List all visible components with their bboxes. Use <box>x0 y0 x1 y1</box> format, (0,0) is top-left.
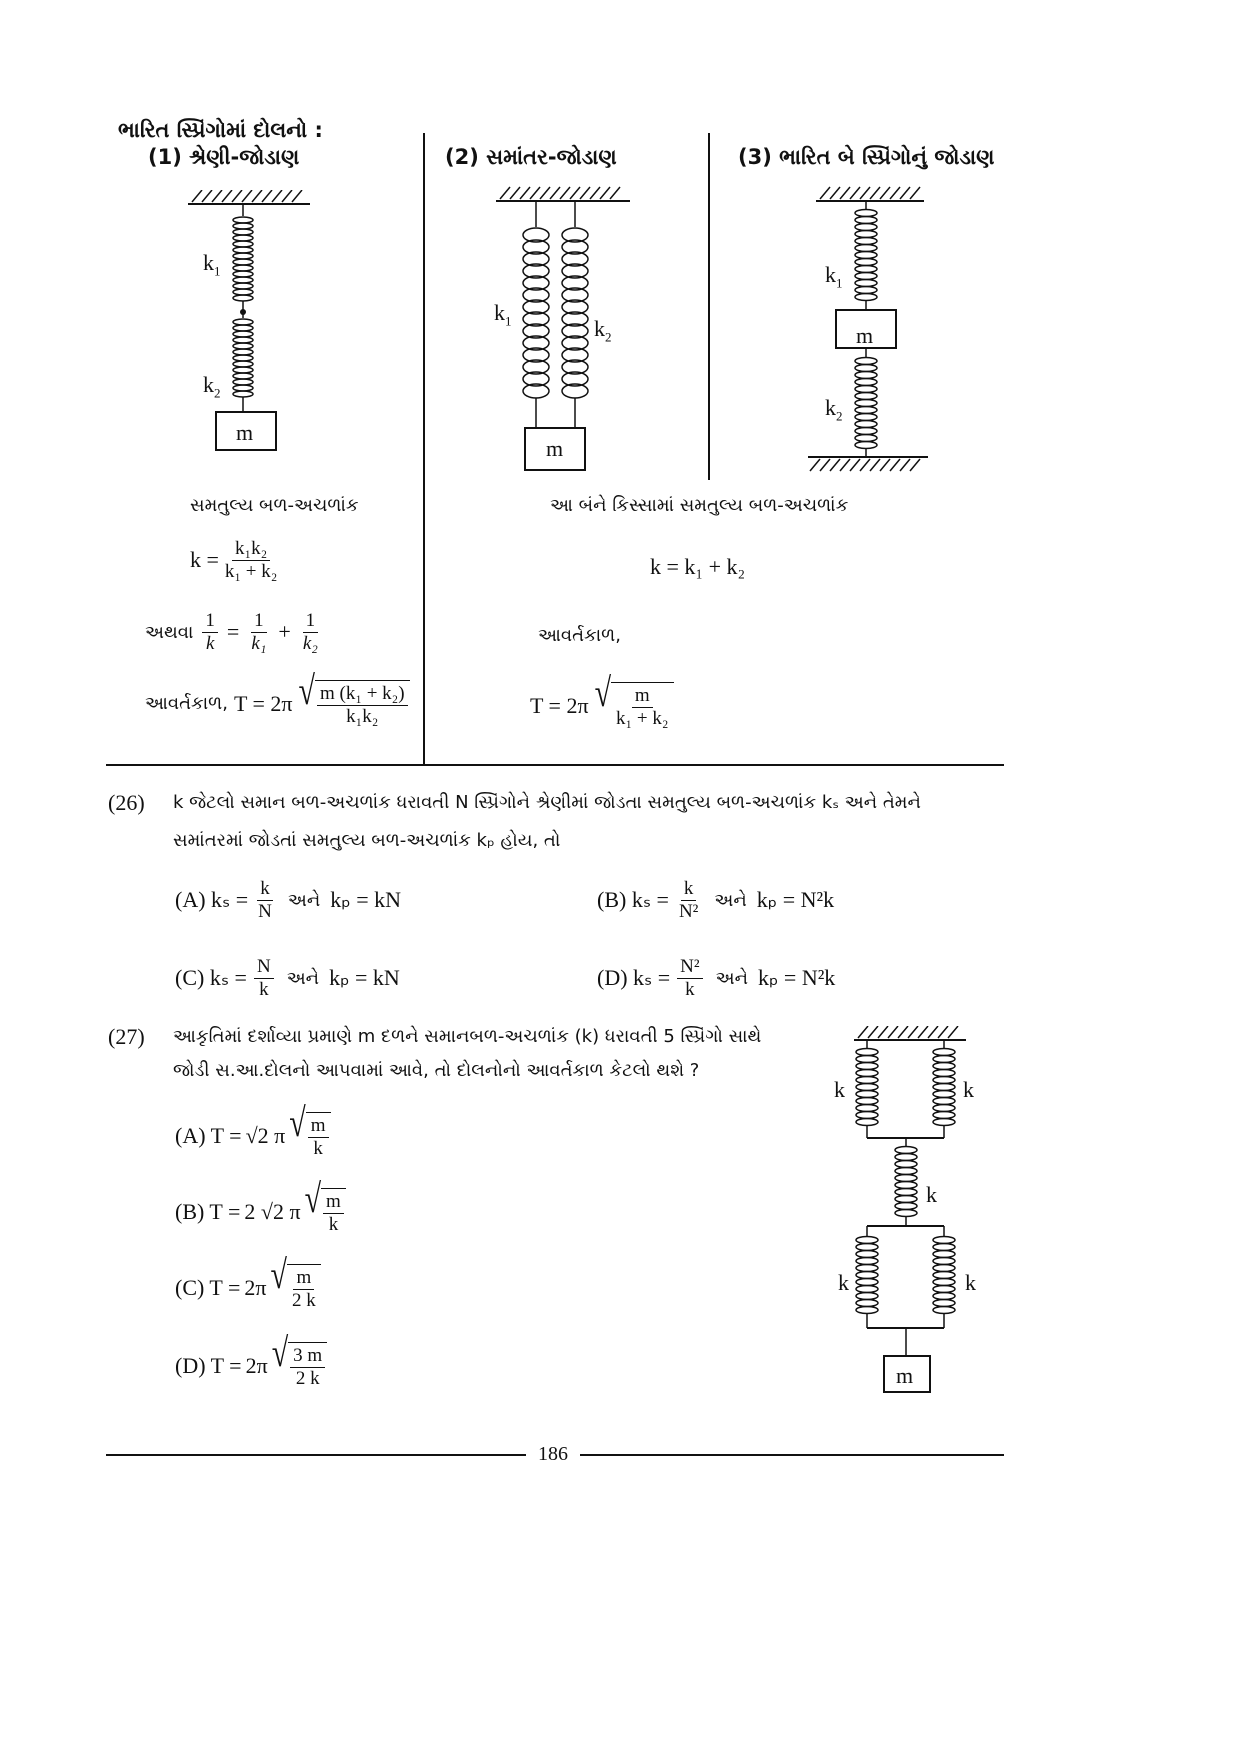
opt-den: N² <box>678 900 699 922</box>
section-heading: ભારિત સ્પ્રિંગોમાં દોલનો : <box>118 118 323 142</box>
period-den: k₁ + k₂ <box>616 707 669 729</box>
sqrt-symbol: √ $\frac{m}{k}$ <box>305 1188 346 1236</box>
athva-text: અથવા <box>145 621 194 643</box>
q27-option-b[interactable] <box>175 1176 346 1236</box>
series-k1-label <box>203 250 221 279</box>
opt-label: (C) T = <box>175 1274 241 1300</box>
parallel-k1-label <box>494 300 512 329</box>
question-27-line2: જોડી સ.આ.દોલનો આપવામાં આવે, તો દોલનોનો આવર્તકાળ કેટલો થશે ? <box>173 1060 700 1081</box>
column-title-parallel: (2) સમાંતર-જોડાણ <box>445 145 617 169</box>
q26-option-a[interactable] <box>175 878 401 923</box>
sqrt-symbol: √ $\frac{m}{\text{k₁ + k₂}}$ <box>595 682 674 730</box>
loaded-k1-label <box>825 262 843 291</box>
opt-label: (D) T = <box>175 1352 242 1378</box>
column-title-series: (1) શ્રેણી-જોડાણ <box>148 145 300 169</box>
and-text: અને <box>714 889 747 911</box>
q26-option-d[interactable] <box>597 956 835 1001</box>
opt-rhs: kₚ = N²k <box>757 965 836 991</box>
recip-r2-num: 1 <box>303 610 319 633</box>
opt-prefix: 2 √2 π <box>244 1198 301 1224</box>
fig27-k-bottom-left: k <box>838 1270 849 1295</box>
series-equiv-label: સમતુલ્ય બળ-અચળાંક <box>190 495 359 516</box>
fig27-k-middle: k <box>926 1182 937 1207</box>
and-text: અને <box>715 967 748 989</box>
k-lhs: k = <box>190 547 219 573</box>
k2-sub: 2 <box>214 385 221 401</box>
opt-den: N <box>258 900 272 922</box>
opt-num: N <box>254 956 274 979</box>
opt-fraction <box>677 956 702 1001</box>
question-26-line2: સમાંતરમાં જોડતાં સમતુલ્ય બળ-અચળાંક kₚ હોય, તો <box>173 830 561 851</box>
recip-lhs <box>202 610 218 655</box>
series-k-formula <box>190 538 283 583</box>
opt-prefix: 2π <box>244 1274 267 1300</box>
opt-den: 2 k <box>295 1367 320 1389</box>
eq-sign: = <box>226 619 240 645</box>
question-27-line1: આકૃતિમાં દર્શાવ્યા પ્રમાણે m દળને સમાનબળ-અચળાંક (k) ધરાવતી 5 સ્પ્રિંગો સાથે <box>173 1026 762 1047</box>
series-reciprocal-formula <box>145 610 324 655</box>
plus-sign: + <box>278 619 291 645</box>
and-text: અને <box>286 967 320 989</box>
period-num: m (k₁ + k₂) <box>317 683 408 706</box>
opt-fraction <box>255 878 275 923</box>
period-lhs: T = 2π <box>530 692 589 718</box>
recip-r1-num: 1 <box>251 610 267 633</box>
opt-den: k <box>328 1213 339 1235</box>
series-period-formula <box>145 668 410 728</box>
fig27-k-top-left: k <box>834 1077 845 1102</box>
q26-option-c[interactable] <box>175 956 400 1001</box>
parallel-k2-label <box>594 316 612 345</box>
k2-sub: 2 <box>836 408 843 424</box>
opt-prefix: √2 π <box>245 1122 286 1148</box>
k1-text: k <box>203 250 214 275</box>
opt-num: m <box>323 1191 344 1214</box>
loaded-k2-label <box>825 395 843 424</box>
opt-fraction <box>254 956 274 1001</box>
parallel-period-label: આવર્તકાળ, <box>538 625 621 646</box>
column-title-loaded: (3) ભારિત બે સ્પ્રિંગોનું જોડાણ <box>738 145 995 169</box>
sqrt-symbol: √ $\frac{\text{m (k₁ + k₂)}}{\text{k₁k₂}}$ <box>299 680 410 728</box>
loaded-mass-label: m <box>856 323 874 348</box>
opt-num: k <box>257 878 273 901</box>
opt-label: (B) T = <box>175 1198 241 1224</box>
q27-option-a[interactable] <box>175 1100 331 1160</box>
k2-text: k <box>825 395 836 420</box>
opt-label: (C) kₛ = <box>175 965 247 991</box>
opt-den: k <box>259 978 269 1000</box>
recip-lhs-num: 1 <box>202 610 218 633</box>
opt-fraction <box>676 878 701 923</box>
k1-sub: 1 <box>505 313 512 329</box>
fig27-k-top-right: k <box>963 1077 974 1102</box>
opt-label: (B) kₛ = <box>597 887 669 913</box>
opt-den: 2 k <box>291 1289 316 1311</box>
opt-label: (A) T = <box>175 1122 242 1148</box>
opt-rhs: kₚ = kN <box>329 965 400 991</box>
parallel-mass-label: m <box>546 436 564 461</box>
series-k2-label <box>203 372 221 401</box>
recip-r1 <box>248 610 269 655</box>
k-fraction <box>222 538 280 583</box>
question-26-number: (26) <box>108 790 145 815</box>
q27-option-c[interactable] <box>175 1252 321 1312</box>
opt-num: m <box>308 1115 329 1138</box>
parallel-k-formula: k = k₁ + k₂ <box>650 554 746 579</box>
opt-label: (A) kₛ = <box>175 887 249 913</box>
series-mass-label: m <box>236 420 254 445</box>
opt-den: k <box>685 978 695 1000</box>
recip-lhs-den: k <box>205 632 215 654</box>
page-number: 186 <box>538 1443 568 1465</box>
sqrt-symbol: √ $\frac{3 m}{2 k}$ <box>272 1342 328 1390</box>
sqrt-symbol: √ $\frac{m}{k}$ <box>289 1112 330 1160</box>
k2-text: k <box>203 372 214 397</box>
and-text: અને <box>287 889 321 911</box>
series-spring-figure <box>170 190 370 460</box>
period-label: આવર્તકાળ, <box>145 693 228 715</box>
opt-num: k <box>681 878 697 901</box>
opt-label: (D) kₛ = <box>597 965 671 991</box>
k-num: k₁k₂ <box>232 538 270 561</box>
footer-rule <box>0 1450 1241 1460</box>
sqrt-symbol: √ $\frac{m}{2 k}$ <box>271 1264 321 1312</box>
period-lhs: T = 2π <box>233 690 293 716</box>
opt-num: 3 m <box>290 1345 325 1368</box>
q26-option-b[interactable] <box>597 878 834 923</box>
q27-option-d[interactable] <box>175 1330 327 1390</box>
parallel-spring-figure <box>490 185 640 475</box>
question-26-line1: k જેટલો સમાન બળ-અચળાંક ધરાવતી N સ્પ્રિંગોને શ્રેણીમાં જોડતા સમતુલ્ય બળ-અચળાંક kₛ અને તેમને <box>173 792 921 813</box>
recip-r1-den: k₁ <box>251 632 267 654</box>
question-27-number: (27) <box>108 1024 145 1049</box>
k1-sub: 1 <box>836 275 843 291</box>
k2-text: k <box>594 316 605 341</box>
fig27-mass: m <box>896 1363 914 1388</box>
parallel-equiv-label: આ બંને કિસ્સામાં સમતુલ્ય બળ-અચળાંક <box>550 495 849 516</box>
recip-r2 <box>300 610 321 655</box>
fig27-k-bottom-right: k <box>965 1270 976 1295</box>
opt-num: m <box>293 1267 314 1290</box>
k1-text: k <box>825 262 836 287</box>
k1-text: k <box>494 300 505 325</box>
opt-prefix: 2π <box>245 1352 268 1378</box>
opt-rhs: kₚ = N²k <box>756 887 835 913</box>
recip-r2-den: k₂ <box>302 632 318 654</box>
opt-rhs: kₚ = kN <box>330 887 402 913</box>
parallel-period-formula <box>530 670 674 730</box>
period-num: m <box>632 685 653 708</box>
k2-sub: 2 <box>605 329 612 345</box>
k1-sub: 1 <box>214 263 221 279</box>
k-den: k₁ + k₂ <box>224 560 278 582</box>
opt-num: N² <box>677 956 702 979</box>
opt-den: k <box>313 1137 323 1159</box>
period-den: k₁k₂ <box>346 705 379 727</box>
